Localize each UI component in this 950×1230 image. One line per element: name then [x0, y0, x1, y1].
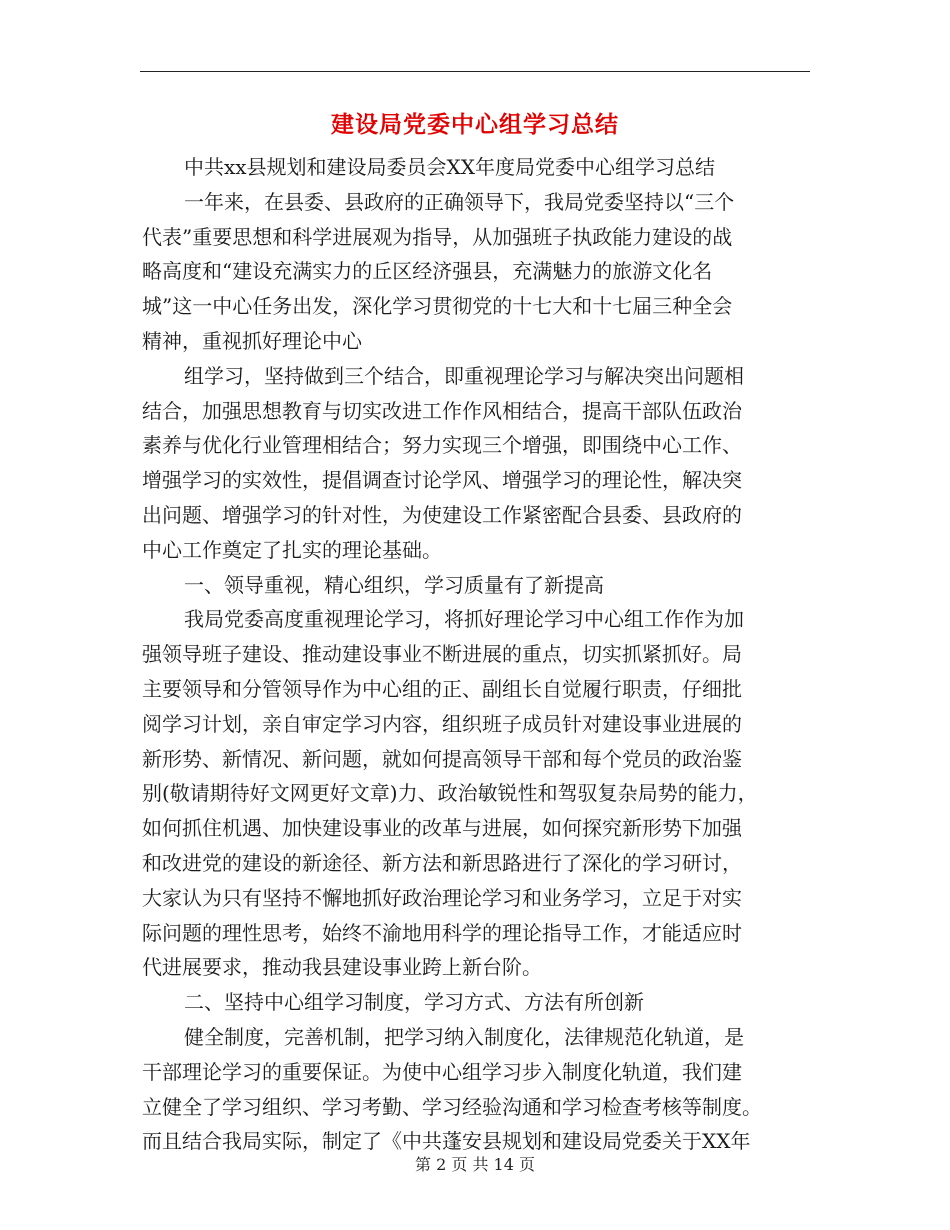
text-line: 城”这一中心任务出发，深化学习贯彻党的十七大和十七届三种全会 — [142, 294, 733, 319]
text-line: 二、坚持中心组学习制度，学习方式、方法有所创新 — [184, 990, 644, 1015]
text-line: 出问题、增强学习的针对性，为使建设工作紧密配合县委、县政府的 — [142, 502, 742, 527]
text-line: 精神，重视抓好理论中心 — [142, 328, 362, 353]
text-line: 一、领导重视，精心组织，学习质量有了新提高 — [184, 572, 604, 597]
text-line: 略高度和“建设充满实力的丘区经济强县，充满魅力的旅游文化名 — [142, 259, 713, 284]
text-line: 大家认为只有坚持不懈地抓好政治理论学习和业务学习，立足于对实 — [142, 885, 742, 910]
text-line: 我局党委高度重视理论学习，将抓好理论学习中心组工作作为加 — [184, 607, 744, 632]
text-line: 中心工作奠定了扎实的理论基础。 — [142, 537, 442, 562]
text-line: 干部理论学习的重要保证。为使中心组学习步入制度化轨道，我们建 — [142, 1059, 742, 1084]
text-line: 和改进党的建设的新途径、新方法和新思路进行了深化的学习研讨， — [142, 850, 742, 875]
text-line: 而且结合我局实际，制定了《中共蓬安县规划和建设局党委关于XX年 — [142, 1129, 751, 1154]
text-line: 健全制度，完善机制，把学习纳入制度化，法律规范化轨道，是 — [184, 1024, 744, 1049]
page-footer: 第 2 页 共 14 页 — [415, 1155, 535, 1174]
text-line: 增强学习的实效性，提倡调查讨论学风、增强学习的理论性，解决突 — [142, 468, 742, 493]
text-line: 中共xx县规划和建设局委员会XX年度局党委中心组学习总结 — [184, 155, 716, 179]
text-line: 立健全了学习组织、学习考勤、学习经验沟通和学习检查考核等制度。 — [142, 1094, 762, 1119]
text-line: 代表”重要思想和科学进展观为指导，从加强班子执政能力建设的战 — [142, 224, 733, 249]
text-line: 组学习，坚持做到三个结合，即重视理论学习与解决突出问题相 — [184, 363, 744, 388]
text-line: 际问题的理性思考，始终不渝地用科学的理论指导工作，才能适应时 — [142, 920, 742, 945]
text-line: 新形势、新情况、新问题，就如何提高领导干部和每个党员的政治鉴 — [142, 746, 742, 771]
header-rule — [140, 71, 810, 72]
text-line: 别(敬请期待好文网更好文章)力、政治敏锐性和驾驭复杂局势的能力， — [142, 781, 758, 806]
text-line: 素养与优化行业管理相结合；努力实现三个增强，即围绕中心工作、 — [142, 433, 742, 458]
text-line: 代进展要求，推动我县建设事业跨上新台阶。 — [142, 955, 542, 980]
document-title: 建设局党委中心组学习总结 — [331, 111, 619, 138]
text-line: 主要领导和分管领导作为中心组的正、副组长自觉履行职责，仔细批 — [142, 676, 742, 701]
document-body — [142, 150, 814, 1159]
text-line: 如何抓住机遇、加快建设事业的改革与进展，如何探究新形势下加强 — [142, 816, 742, 841]
text-line: 结合，加强思想教育与切实改进工作作风相结合，提高干部队伍政治 — [142, 398, 742, 423]
text-line: 阅学习计划，亲自审定学习内容，组织班子成员针对建设事业进展的 — [142, 711, 742, 736]
text-line: 强领导班子建设、推动建设事业不断进展的重点，切实抓紧抓好。局 — [142, 642, 742, 667]
text-line: 一年来，在县委、县政府的正确领导下，我局党委坚持以“三个 — [184, 189, 735, 214]
